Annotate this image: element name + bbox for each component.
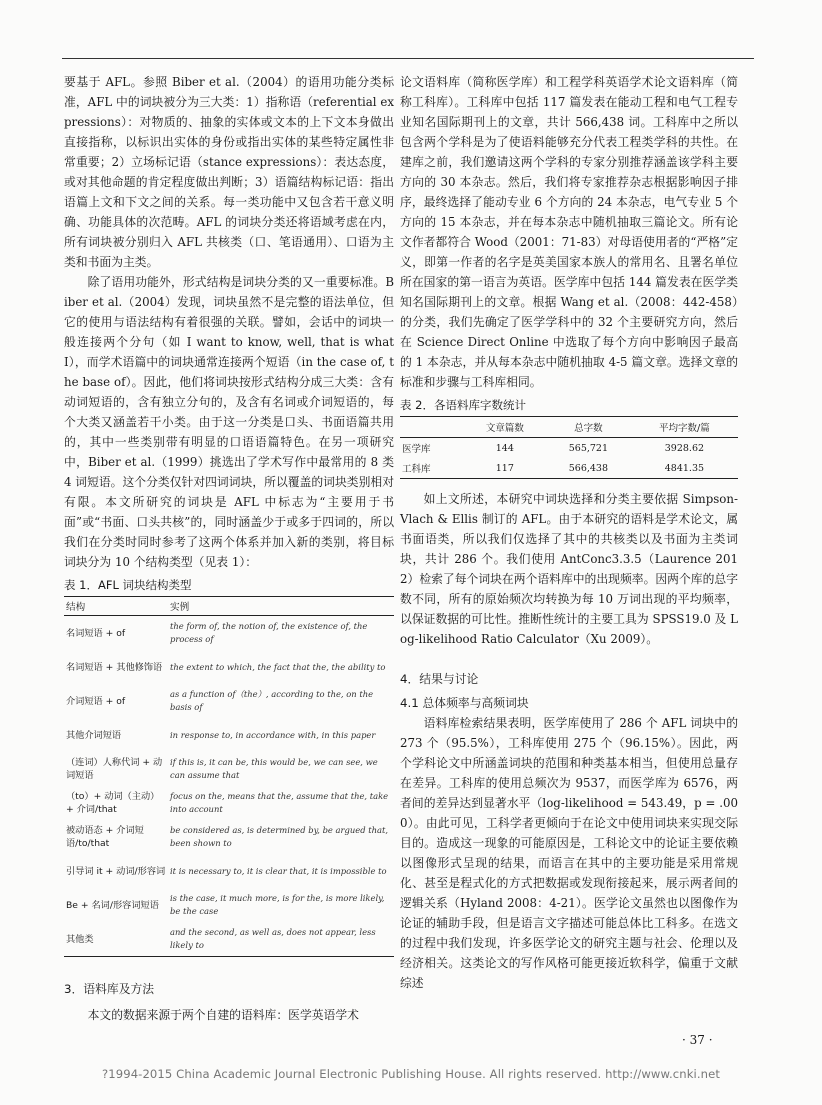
average-cell: 4841.35 [664,462,705,474]
examples-cell: in response to, in accordance with, in this paper [170,729,376,740]
structure-cell: 其他介词短语 [66,729,122,741]
table-row [64,684,394,718]
table2-header-blank [400,417,464,438]
table-row [64,820,394,854]
table2 [400,416,738,479]
examples-cell: if this is, it can be, this would be, we can see, we can assume that [170,757,378,780]
structure-cell: Be + 名词/形容词短语 [66,899,159,911]
examples-cell: be considered as, is determined by, be argued that, been shown to [170,825,389,848]
examples-cell: it is necessary to, it is clear that, it is impossible to [170,865,387,876]
table2-caption: 表 2．各语料库字数统计 [400,398,526,412]
table-row [64,616,394,651]
subsection-heading: 4.1 总体频率与高频词块 [400,696,529,710]
table1-header-structure: 结构 [64,597,168,616]
copyright-footer: ?1994-2015 China Academic Journal Electronic Publishing House. All rights reserved. http://www.cnki.net [102,1067,720,1081]
examples-cell: focus on the, means that the, assume that the, take into account [170,791,389,814]
table-row [64,786,394,820]
table1 [64,596,394,957]
table1-header-examples: 实例 [168,597,394,616]
examples-cell: and the second, as well as, does not appear, less likely to [170,927,376,950]
structure-cell: （to）+ 动词（主动）+ 介词/that [66,791,160,815]
body-paragraph: 要基于 AFL。参照 Biber et al.（2004）的语用功能分类标准，AFL 中的词块被分为三大类：1）指称语（referential expressions）：对物质的、抽象的实体或文本的上下文本身做出直接指称，以标识出实体的身份或指出实体的某些特定属性非常重要；2）立场标记语（stance expressions）：表达态度，或对其他命题的肯定程度做出判断；3）语篇结构标记语：指出语篇上文和下文之间的关系。每一类功能中又包含若干意义明确、功能具体的次范畴。AFL 的词块分类还将语域考虑在内，所有词块被分别归入 AFL 共核类（口、笔语通用）、口语为主类和书面为主类。 [64,75,394,269]
table2-header-average: 平均字数/篇 [631,417,738,438]
table-row [64,650,394,684]
structure-cell: 被动语态 + 介词短语/to/that [66,825,144,849]
table-row [64,854,394,888]
table-row [400,458,738,479]
structure-cell: 介词短语 + of [66,695,126,707]
table2-header-words: 总字数 [546,417,631,438]
body-paragraph: 语料库检索结果表明，医学库使用了 286 个 AFL 词块中的 273 个（95.5%），工科库使用 275 个（96.15%）。因此，两个学科论文中所涵盖词块的范围和种类基本相当，但使用总量存在差异。工科库的使用总频次为 9537，而医学库为 6576，两者间的差异达到显著水平（log-likelihood = 543.49，p = .000）。由此可见，工科学者更倾向于在论文中使用词块来实现交际目的。造成这一现象的可能原因是，工科论文中的论证主要依赖以图像形式呈现的结果，而语言在其中的主要功能是采用常规化、甚至是程式化的方式把数据或发现衔接起来，展示两者间的逻辑关系（Hyland 2008：4-21）。医学论文虽然也以图像作为论证的辅助手段，但是语言文字描述可能总体比工科多。在选文的过程中我们发现，许多医学论文的研究主题与社会、伦理以及经济相关。这类论文的写作风格可能更接近软科学，偏重于文献综述 [400,716,738,990]
corpus-name-cell: 工科库 [402,464,431,475]
articles-cell: 144 [495,442,514,454]
structure-cell: 名词短语 + of [66,627,126,639]
body-paragraph: 论文语料库（简称医学库）和工程学科英语学术论文语料库（简称工科库）。工科库中包括 117 篇发表在能动工程和电气工程专业知名国际期刊上的文章，共计 566,438 词。工科库中之所以包含两个学科是为了使语料能够充分代表工程类学科的共性。在建库之前，我们邀请这两个学科的专家分别推荐涵盖该学科主要方向的 30 本杂志。然后，我们将专家推荐杂志根据影响因子排序，最终选择了能动专业 6 个方向的 24 本杂志，电气专业 5 个方向的 15 本杂志，并在每本杂志中随机抽取三篇论文。所有论文作者都符合 Wood（2001：71-83）对母语使用者的“严格”定义，即第一作者的名字是英美国家本族人的常用名、且署名单位所在国家的第一语言为英语。医学库中包括 144 篇发表在医学类知名国际期刊上的文章。根据 Wang et al.（2008：442-458）的分类，我们先确定了医学学科中的 32 个主要研究方向，然后在 Science Direct Online 中选取了每个方向中影响因子最高的 1 本杂志，并从每本杂志中随机抽取 4-5 篇文章。选择文章的标准和步骤与工科库相同。 [400,75,738,389]
table-row [64,888,394,922]
average-cell: 3928.62 [664,442,705,454]
examples-cell: the extent to which, the fact that the, the ability to [170,661,386,672]
structure-cell: 其他类 [66,933,94,945]
table2-header-row [400,417,738,438]
table-row [64,752,394,786]
body-paragraph: 本文的数据来源于两个自建的语料库：医学英语学术 [87,1008,359,1022]
page-number: · 37 · [682,1033,713,1047]
section-heading: 3．语料库及方法 [64,982,155,996]
section-heading: 4．结果与讨论 [400,672,479,686]
structure-cell: 引导词 it + 动词/形容词 [66,865,166,877]
body-paragraph: 如上文所述，本研究中词块选择和分类主要依据 Simpson-Vlach & Ellis 制订的 AFL。由于本研究的语料是学术论文，属书面语类，所以我们仅选择了其中的共核类以及书面为主类词块，共计 286 个。我们使用 AntConc3.3.5（Laurence 2012）检索了每个词块在两个语料库中的出现频率。因两个库的总字数不同，所有的原始频次均转换为每 10 万词出现的平均频率，以保证数据的可比性。推断性统计的主要工具为 SPSS19.0 及 Log-likelihood Ratio Calculator（Xu 2009）。 [400,492,738,646]
table1-header-row [64,597,394,616]
table-row [64,718,394,752]
words-cell: 565,721 [568,442,609,454]
examples-cell: as a function of（the）, according to the, on the basis of [170,689,374,712]
table1-caption: 表 1．AFL 词块结构类型 [64,578,192,592]
body-paragraph: 除了语用功能外，形式结构是词块分类的又一重要标准。Biber et al.（2004）发现，词块虽然不是完整的语法单位，但它的使用与语法结构有着很强的关联。譬如，会话中的词块一般连接两个分句（如 I want to know, well, that is what I），而学术语篇中的词块通常连接两个短语（in the case of, the base of）。因此，他们将词块按形式结构分成三大类：含有动词短语的，含有独立分句的，及含有名词或介词短语的，每个大类又涵盖若干小类。由于这一分类是口头、书面语篇共用的，其中一些类别带有明显的口语语篇特色。在另一项研究中，Biber et al.（1999）挑选出了学术写作中最常用的 8 类 4 词短语。这个分类仅针对四词词块，所以覆盖的词块类别相对有限。本文所研究的词块是 AFL 中标志为“主要用于书面”或“书面、口头共核”的，同时涵盖少于或多于四词的，所以我们在分类时同时参考了这两个体系并加入新的类别，将目标词块分为 10 个结构类型（见表 1）： [64,275,394,569]
structure-cell: 名词短语 + 其他修饰语 [66,661,163,673]
header-rule [62,58,754,59]
corpus-name-cell: 医学库 [402,444,431,455]
words-cell: 566,438 [568,462,609,474]
examples-cell: is the case, it much more, is for the, is more likely, be the case [170,893,385,916]
table2-header-articles: 文章篇数 [464,417,546,438]
left-column [64,72,394,1025]
table-row [400,438,738,459]
examples-cell: the form of, the notion of, the existence of, the process of [170,621,368,644]
table-row [64,922,394,957]
articles-cell: 117 [495,462,514,474]
structure-cell: （连词）人称代词 + 动词短语 [66,757,163,781]
right-column [400,72,738,993]
